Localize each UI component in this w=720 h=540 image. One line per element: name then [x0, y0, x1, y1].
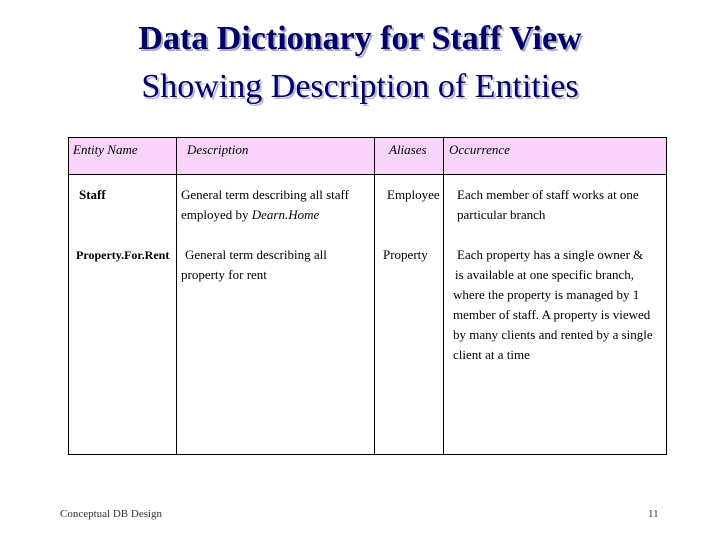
- column-divider-1: [176, 138, 177, 454]
- header-aliases: Aliases: [389, 142, 427, 157]
- slide-subtitle: Showing Description of Entities: [141, 68, 579, 105]
- row-property-occurrence: Each property has a single owner & is available at one specific branch, where the property is managed by 1 member of staff. A property is viewed by many clients and rented by a single client at a time: [453, 247, 653, 362]
- footer-page-number: 11: [648, 508, 659, 520]
- row-property-alias: Property: [383, 247, 428, 262]
- header-entity-name: Entity Name: [73, 142, 138, 157]
- row-property-description: General term describing all property for rent: [181, 247, 327, 282]
- table-header-row: [69, 138, 666, 175]
- column-divider-3: [443, 138, 444, 454]
- column-divider-2: [374, 138, 375, 454]
- header-occurrence: Occurrence: [449, 142, 510, 157]
- footer-course-name: Conceptual DB Design: [60, 508, 163, 520]
- row-staff-name: Staff: [79, 187, 106, 202]
- data-dictionary-table: [68, 137, 667, 455]
- slide-title: Data Dictionary for Staff View: [138, 20, 582, 57]
- row-staff-occurrence: Each member of staff works at one particular branch: [457, 187, 639, 222]
- row-property-name: Property.For.Rent: [76, 248, 170, 262]
- row-staff-description: General term describing all staff employed by Dearn.Home: [181, 187, 349, 222]
- row-staff-alias: Employee: [387, 187, 440, 202]
- header-description: Description: [187, 142, 249, 157]
